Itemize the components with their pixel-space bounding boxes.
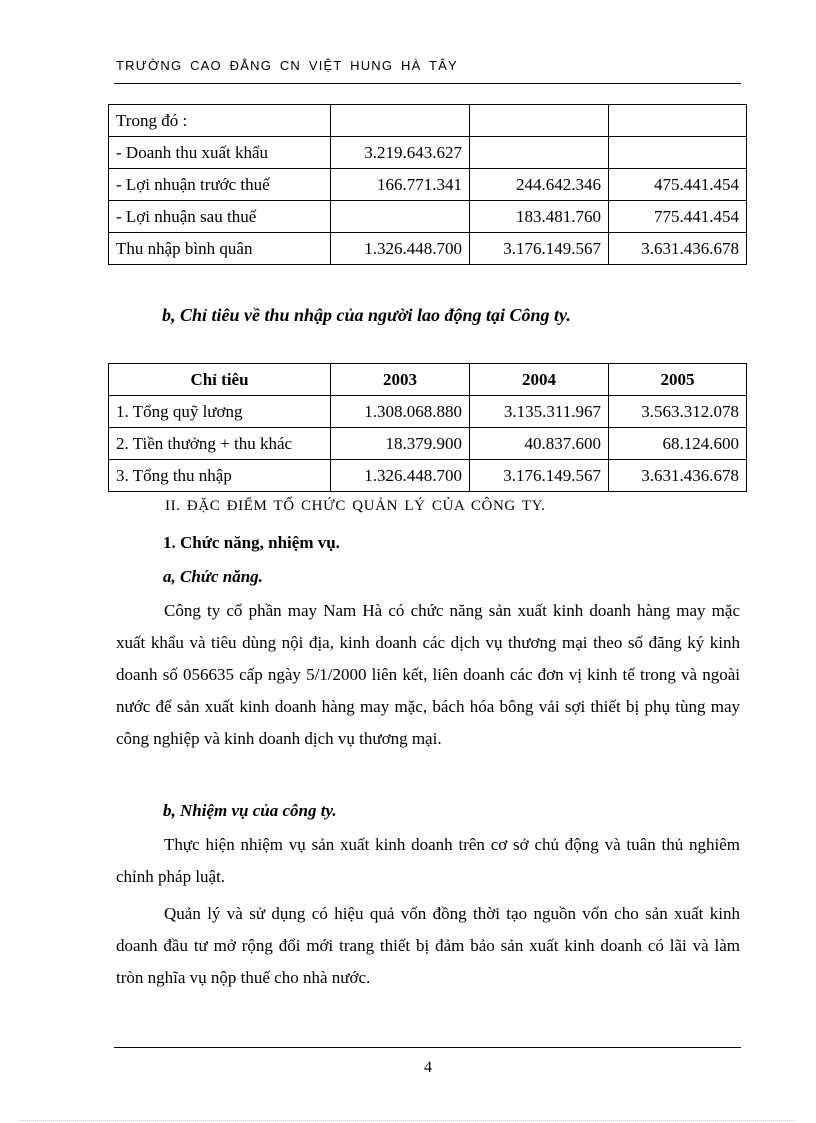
table-cell: 3.631.436.678 (609, 460, 747, 492)
table-cell: 40.837.600 (470, 428, 609, 460)
financial-table (108, 104, 747, 265)
table-row (109, 396, 747, 428)
table-header-row (109, 364, 747, 396)
section-b-title: b, Chỉ tiêu về thu nhập của người lao động tại Công ty. (162, 305, 571, 325)
footer-rule (114, 1047, 741, 1048)
paragraph-functions: Công ty cổ phần may Nam Hà có chức năng sản xuất kinh doanh hàng may mặc xuất khẩu và tiêu dùng nội địa, kinh doanh các dịch vụ thương mại theo số đăng ký kinh doanh số 056635 cấp ngày 5/1/2000 liên kết, liên doanh các đơn vị kinh tế trong và ngoài nước để sản xuất kinh doanh hàng may mặc, bách hóa bông vải sợi thiết bị phụ tùng may công nghiệp và kinh doanh dịch vụ thương mại. (116, 601, 740, 748)
table-row (109, 105, 747, 137)
table-row (109, 460, 747, 492)
table-cell: 1.308.068.880 (331, 396, 470, 428)
heading-functions-duties: 1. Chức năng, nhiệm vụ. (163, 533, 340, 552)
table-cell: 183.481.760 (470, 201, 609, 233)
table-cell: 775.441.454 (609, 201, 747, 233)
table-cell: - Lợi nhuận trước thuế (109, 169, 331, 201)
column-header: 2004 (470, 364, 609, 396)
table-cell: 3.219.643.627 (331, 137, 470, 169)
table-row (109, 137, 747, 169)
table-cell: - Doanh thu xuất khẩu (109, 137, 331, 169)
table-row (109, 201, 747, 233)
table-cell (609, 105, 747, 137)
table-cell: 3.176.149.567 (470, 233, 609, 265)
income-table (108, 363, 747, 492)
table-cell: - Lợi nhuận sau thuế (109, 201, 331, 233)
table-cell: Thu nhập bình quân (109, 233, 331, 265)
paragraph-duties-1: Thực hiện nhiệm vụ sản xuất kinh doanh trên cơ sở chủ động và tuân thủ nghiêm chỉnh pháp luật. (116, 835, 740, 886)
table-row (109, 428, 747, 460)
paragraph-duties-2: Quản lý và sử dụng có hiệu quả vốn đồng thời tạo nguồn vốn cho sản xuất kinh doanh đầu tư mở rộng đổi mới trang thiết bị đảm bảo sản xuất kinh doanh có lãi và làm tròn nghĩa vụ nộp thuế cho nhà nước. (116, 904, 740, 987)
heading-duties: b, Nhiệm vụ của công ty. (163, 801, 337, 820)
header-rule (114, 83, 741, 84)
heading-functions: a, Chức năng. (163, 567, 263, 586)
table-cell: 1.326.448.700 (331, 460, 470, 492)
table-cell (609, 137, 747, 169)
page-number: 4 (424, 1059, 432, 1076)
table-cell: 3. Tổng thu nhập (109, 460, 331, 492)
table-row (109, 169, 747, 201)
table-cell: 3.135.311.967 (470, 396, 609, 428)
table-cell: 1.326.448.700 (331, 233, 470, 265)
table-cell: 2. Tiền thưởng + thu khác (109, 428, 331, 460)
table-cell: 166.771.341 (331, 169, 470, 201)
table-cell: 18.379.900 (331, 428, 470, 460)
table-cell (470, 105, 609, 137)
table-cell (470, 137, 609, 169)
table-cell (331, 105, 470, 137)
table-cell: 3.563.312.078 (609, 396, 747, 428)
column-header: 2005 (609, 364, 747, 396)
page-header: TRƯỜNG CAO ĐẲNG CN VIỆT HUNG HÀ TÂY (116, 58, 458, 73)
column-header: 2003 (331, 364, 470, 396)
section-2-title: II. ĐẶC ĐIỂM TỔ CHỨC QUẢN LÝ CỦA CÔNG TY. (165, 498, 546, 514)
table-cell: 475.441.454 (609, 169, 747, 201)
table-row (109, 233, 747, 265)
table-cell: 244.642.346 (470, 169, 609, 201)
column-header: Chỉ tiêu (109, 364, 331, 396)
table-cell: 3.176.149.567 (470, 460, 609, 492)
table-cell: Trong đó : (109, 105, 331, 137)
table-cell: 68.124.600 (609, 428, 747, 460)
table-cell: 1. Tổng quỹ lương (109, 396, 331, 428)
table-cell (331, 201, 470, 233)
table-cell: 3.631.436.678 (609, 233, 747, 265)
page-edge-dotted-line (20, 1120, 796, 1121)
